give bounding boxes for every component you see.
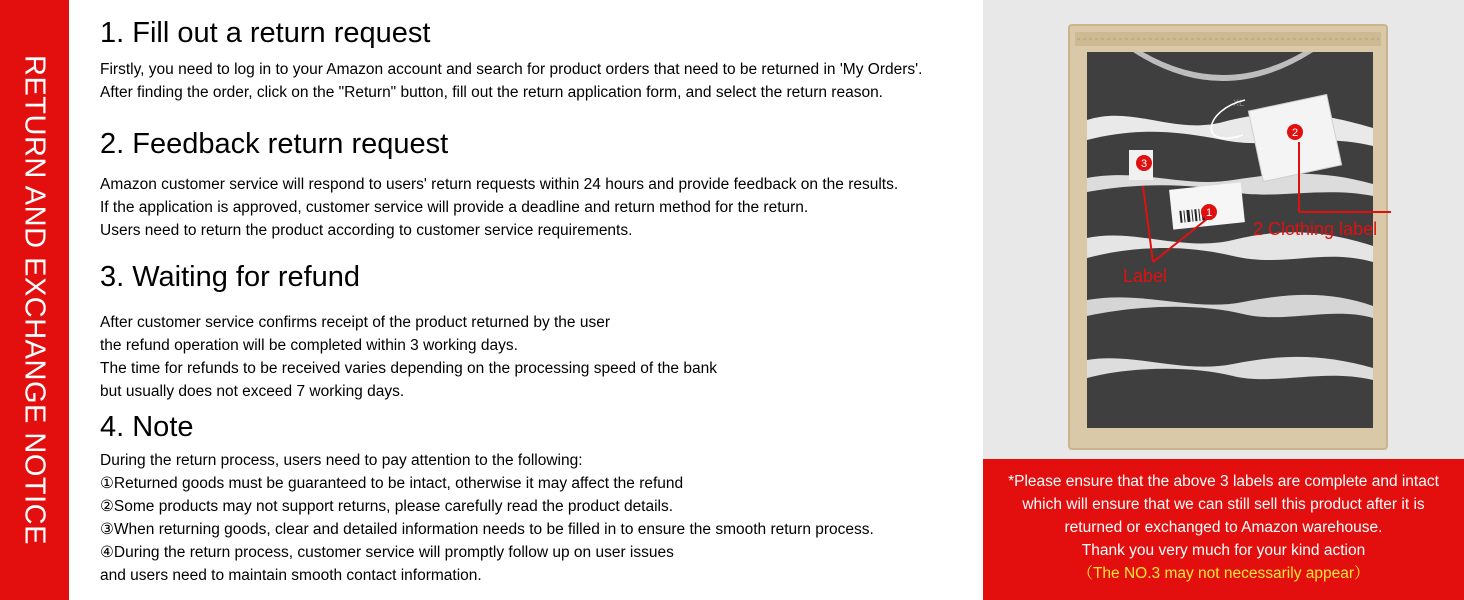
section-2-line-3: Users need to return the product according to customer service requirements. bbox=[100, 222, 633, 239]
section-3-line-4: but usually does not exceed 7 working days. bbox=[100, 383, 405, 400]
product-photo bbox=[983, 0, 1464, 459]
notice-line-2: which will ensure that we can still sell this product after it is bbox=[1022, 496, 1425, 513]
section-4-line-5: ④During the return process, customer service will promptly follow up on user issues bbox=[100, 544, 674, 561]
notice-sidebar bbox=[0, 0, 69, 600]
section-1-line-2: After finding the order, click on the "Return" button, fill out the return application form, and select the return reason. bbox=[100, 84, 883, 101]
section-4-line-2: ①Returned goods must be guaranteed to be intact, otherwise it may affect the refund bbox=[100, 475, 684, 492]
section-3-line-3: The time for refunds to be received varies depending on the processing speed of the bank bbox=[100, 360, 717, 377]
section-4-line-6: and users need to maintain smooth contact information. bbox=[100, 567, 482, 584]
section-1-heading: 1. Fill out a return request bbox=[100, 17, 431, 49]
label-callout: Label bbox=[1123, 266, 1168, 286]
notice-line-3: returned or exchanged to Amazon warehouse. bbox=[1064, 519, 1383, 536]
section-2-line-1: Amazon customer service will respond to users' return requests within 24 hours and provide feedback on the results. bbox=[100, 176, 899, 193]
section-2-heading: 2. Feedback return request bbox=[100, 128, 449, 160]
section-4-line-3: ②Some products may not support returns, please carefully read the product details. bbox=[100, 498, 674, 515]
section-4-heading: 4. Note bbox=[100, 411, 194, 443]
section-4-line-1: During the return process, users need to pay attention to the following: bbox=[100, 452, 583, 469]
notice-highlight: （The NO.3 may not necessarily appear） bbox=[1077, 565, 1370, 582]
section-1-line-1: Firstly, you need to log in to your Amazon account and search for product orders that need to be returned in 'My Orders'. bbox=[100, 61, 923, 78]
section-3-line-2: the refund operation will be completed within 3 working days. bbox=[100, 337, 518, 354]
sidebar-title: RETURN AND EXCHANGE NOTICE bbox=[18, 55, 51, 545]
section-3-heading: 3. Waiting for refund bbox=[100, 261, 361, 293]
section-2-line-2: If the application is approved, customer service will provide a deadline and return method for the return. bbox=[100, 199, 809, 216]
marker-2-number: 2 bbox=[1291, 127, 1299, 139]
size-tag: XL bbox=[1233, 98, 1245, 108]
clothing-label-callout: 2 Clothing label bbox=[1253, 219, 1378, 239]
notice-line-1: *Please ensure that the above 3 labels are complete and intact bbox=[1008, 473, 1439, 490]
notice-panel bbox=[983, 459, 1464, 600]
notice-line-4: Thank you very much for your kind action bbox=[1081, 542, 1366, 559]
marker-3-number: 3 bbox=[1140, 158, 1148, 170]
section-3-line-1: After customer service confirms receipt of the product returned by the user bbox=[100, 314, 611, 331]
packaged-shirt-illustration bbox=[983, 0, 1464, 459]
section-4-line-4: ③When returning goods, clear and detailed information needs to be filled in to ensure the smooth return process. bbox=[100, 521, 874, 538]
marker-1-number: 1 bbox=[1205, 207, 1213, 219]
